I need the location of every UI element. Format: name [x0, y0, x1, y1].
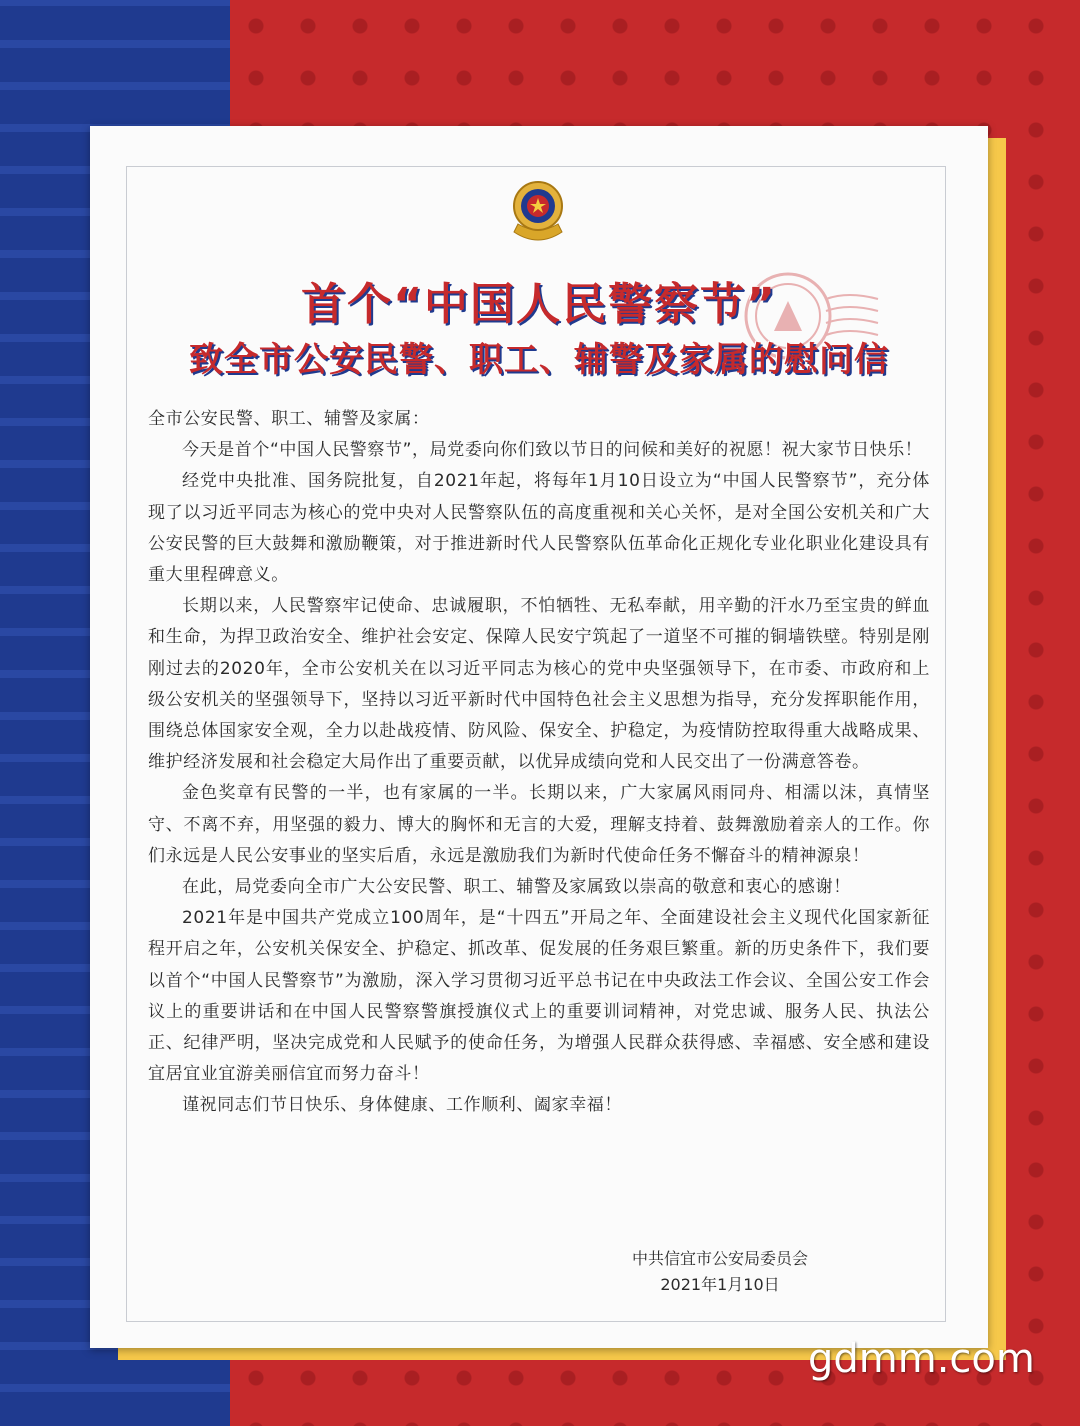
letter-signature [590, 1246, 850, 1298]
letter-paragraph: 长期以来，人民警察牢记使命、忠诚履职，不怕牺牲、无私奉献，用辛勤的汗水乃至宝贵的鲜血和生命，为捍卫政治安全、维护社会安定、保障人民安宁筑起了一道坚不可摧的铜墙铁壁。特别是刚刚过去的2020年，全市公安机关在以习近平同志为核心的党中央坚强领导下，在市委、市政府和上级公安机关的坚强领导下，坚持以习近平新时代中国特色社会主义思想为指导，充分发挥职能作用，围绕总体国家安全观，全力以赴战疫情、防风险、保安全、护稳定，为疫情防控取得重大战略成果、维护经济发展和社会稳定大局作出了重要贡献，以优异成绩向党和人民交出了一份满意答卷。 [148, 596, 930, 773]
site-watermark: gdmm.com [808, 1336, 1035, 1382]
letter-paragraph: 经党中央批准、国务院批复，自2021年起，将每年1月10日设立为“中国人民警察节”，充分体现了以习近平同志为核心的党中央对人民警察队伍的高度重视和关心关怀，是对全国公安机关和广大公安民警的巨大鼓舞和激励鞭策，对于推进新时代人民警察队伍革命化正规化专业化职业化建设具有重大里程碑意义。 [148, 471, 930, 586]
police-emblem-icon [506, 178, 570, 248]
letter-title-line1: 首个“中国人民警察节” [301, 279, 777, 330]
letter-body [148, 404, 930, 1122]
signature-org: 中共信宜市公安局委员会 [631, 1249, 808, 1268]
letter-paragraph: 谨祝同志们节日快乐、身体健康、工作顺利、阖家幸福！ [182, 1095, 622, 1116]
letter-paragraph: 金色奖章有民警的一半，也有家属的一半。长期以来，广大家属风雨同舟、相濡以沫，真情坚守、不离不弃，用坚强的毅力、博大的胸怀和无言的大爱，理解支持着、鼓舞激励着亲人的工作。你们永远是人民公安事业的坚实后盾，永远是激励我们为新时代使命任务不懈奋斗的精神源泉！ [148, 783, 930, 866]
signature-date: 2021年1月10日 [660, 1275, 780, 1294]
letter-paper [90, 126, 988, 1348]
letter-paragraph: 2021年是中国共产党成立100周年，是“十四五”开局之年、全面建设社会主义现代化国家新征程开启之年，公安机关保安全、护稳定、抓改革、促发展的任务艰巨繁重。新的历史条件下，我们要以首个“中国人民警察节”为激励，深入学习贯彻习近平总书记在中央政法工作会议、全国公安工作会议上的重要讲话和在中国人民警察警旗授旗仪式上的重要训词精神，对党忠诚、服务人民、执法公正、纪律严明，坚决完成党和人民赋予的使命任务，为增强人民群众获得感、幸福感、安全感和建设宜居宜业宜游美丽信宜而努力奋斗！ [148, 908, 930, 1085]
letter-paragraph: 今天是首个“中国人民警察节”，局党委向你们致以节日的问候和美好的祝愿！祝大家节日快乐！ [182, 440, 923, 461]
letter-paragraph: 在此，局党委向全市广大公安民警、职工、辅警及家属致以崇高的敬意和衷心的感谢！ [182, 877, 851, 898]
letter-title-line2: 致全市公安民警、职工、辅警及家属的慰问信 [189, 340, 889, 380]
letter-salutation: 全市公安民警、职工、辅警及家属： [148, 409, 430, 429]
